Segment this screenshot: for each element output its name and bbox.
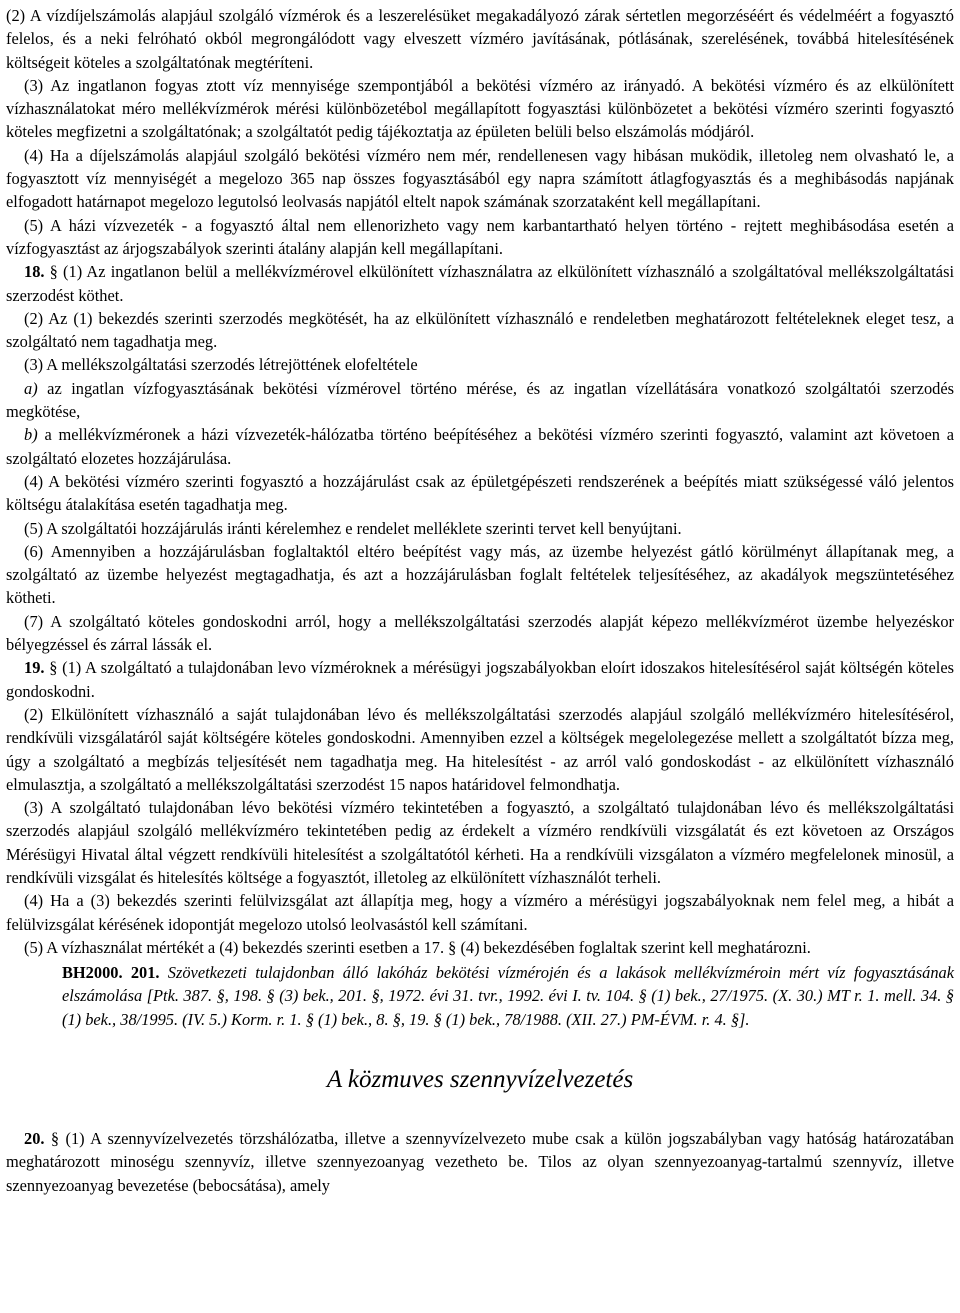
paragraph-text: § (1) Az ingatlanon belül a mellékvízmérovel elkülönített vízhasználatra az elkülönített vízhasználó a szolgáltatóval mellékszolgáltatási szerzodést köthet.: [6, 262, 955, 305]
paragraph-text: (5) A házi vízvezeték - a fogyasztó által nem ellenorizheto vagy nem karbantartható helyen történo - rejtett meghibásodása esetén a vízfogyasztást az árjogszabályok szerinti átalány alapján kell megállapítani.: [6, 215, 954, 258]
paragraph-text: (3) A szolgáltató tulajdonában lévo bekötési vízméro tekintetében a fogyasztó, a szolgáltató tulajdonában lévo és mellékszolgáltatási szerzodés alapjául szolgáló mellékvízméro tekintetében pedig az érdekelt a vízméro rendkívüli vizsgálatát és ezt követoen az Országos Mérésügyi Hivatal által végzett rendkívüli hitelesítést a szolgáltatótól kérheti. Ha a rendkívüli vizsgálaton a vízméro megfelelonek minosül, a rendkívüli vizsgálat és hitelesítés költsége a fogyasztót, illetoleg az elkülönített vízhasználót terheli.: [6, 798, 954, 887]
paragraph-p4: [6, 214, 954, 261]
paragraph-text: b): [24, 425, 38, 445]
paragraph-text: (7) A szolgáltató köteles gondoskodni arról, hogy a mellékszolgáltatási szerzodés alapját képezo mellékvízmérot üzembe helyezéskor bélyegzéssel és zárral lássák el.: [6, 611, 954, 655]
section-heading: A közmuves szennyvízelvezetés: [326, 1066, 634, 1094]
paragraph-text: (5) A szolgáltatói hozzájárulás iránti kérelemhez e rendelet melléklete szerinti tervet kell benyújtani.: [24, 518, 682, 538]
document-body-continued: [6, 1127, 954, 1197]
paragraph-p11: [6, 517, 954, 540]
paragraph-text: a): [24, 378, 38, 398]
paragraph-text: (6) Amennyiben a hozzájárulásban foglaltaktól eltéro beépítést vagy más, az üzembe helyezést gátló körülményt állapítanak meg, a szolgáltató az üzembe helyezést megtagadhatja, és azt a hozzájárulásban foglalt feltételek teljesítéséhez, az akadályok megszüntetéséhez kötheti.: [6, 541, 954, 608]
paragraph-p10: [6, 470, 954, 517]
paragraph-text: (2) A vízdíjelszámolás alapjául szolgáló vízmérok és a leszerelésüket megakadályozó zárak sértetlen megorzéséért és védelméért a fogyasztó felelos, és a neki felróható okból megrongálódott vagy elveszett vízméro javításának, pótlásának, szerelésének, továbbá hitelesítésének költségeit köteles a szolgáltatónak megtéríteni.: [6, 6, 954, 72]
paragraph-text: § (1) A szennyvízelvezetés törzshálózatba, illetve a szennyvízelvezeto mube csak a külön jogszabályban vagy hatóság határozatában meghatározott minoségu szennyvíz, illetve szennyezoanyag vezetheto be. Tilos az olyan szennyezoanyag-tartalmú szennyvíz, illetve szennyezoanyag bevezetése (bebocsátása), amely: [6, 1129, 954, 1195]
paragraph-p12: [6, 540, 954, 610]
paragraph-text: Szövetkezeti tulajdonban álló lakóház bekötési vízmérojén és a lakások mellékvízméroin mért víz fogyasztásának elszámolása [Ptk. 387. §, 198. § (3) bek., 201. §, 1972. évi 31. tvr., 1992. évi I. tv. 104. § (1) bek., 27/1975. (X. 30.) MT r. 1. mell. 34. § (1) bek., 38/1995. (IV. 5.) Korm. r. 1. § (1) bek., 8. §, 19. § (1) bek., 78/1988. (XII. 27.) PM-ÉVM. r. 4. §].: [62, 963, 954, 1029]
paragraph-text: § (1) A szolgáltató a tulajdonában levo vízméroknek a mérésügyi jogszabályokban eloírt idoszakos hitelesítésérol saját költségén köteles gondoskodni.: [6, 658, 955, 701]
paragraph-p15: [6, 703, 954, 796]
paragraph-p2: [6, 74, 954, 144]
section-number: 18.: [24, 262, 50, 282]
paragraph-p3: [6, 144, 954, 214]
paragraph-p1: [6, 4, 954, 74]
paragraph-text: (2) Elkülönített vízhasználó a saját tulajdonában lévo és mellékszolgáltatási szerzodés alapjául szolgáló mellékvízméro hitelesítésérol, rendkívüli vizsgálatáról saját költségére köteles gondoskodni. Amennyiben ezzel a költségek megelolegezése mellett a szolgáltatót bízza meg, úgy a szolgáltató a megbízás teljesítését nem tagadhatja meg. Ha hitelesítést - az arról való gondoskodást - az elkülönített vízhasználó elmulasztja, a szolgáltató a mellékszolgáltatási szerzodést 15 napos határidovel felmondhatja.: [6, 704, 954, 794]
paragraph-p6: [6, 307, 954, 354]
section-number: 19.: [24, 658, 50, 678]
paragraph-p16: [6, 796, 954, 889]
paragraph-text: az ingatlan vízfogyasztásának bekötési vízmérovel történo mérése, és az ingatlan vízellátására vonatkozó szolgáltatói szerzodés megkötése,: [6, 378, 954, 422]
paragraph-p17: [6, 889, 954, 936]
paragraph-text: a mellékvízméronek a házi vízvezeték-hálózatba történo beépítéséhez a bekötési vízméro szerinti fogyasztó, valamint azt követoen a szolgáltató elozetes hozzájárulása.: [6, 425, 954, 468]
paragraph-p9: [6, 423, 954, 470]
paragraph-p19: [6, 961, 954, 1031]
paragraph-text: (3) Az ingatlanon fogyas ztott víz mennyisége szempontjából a bekötési vízméro az irányadó. A bekötési vízméro és az elkülönített vízhasználatokat méro mellékvízmérok mérési különbözetébol megállapított fogyasztási különbözetet a bekötési vízméro szerinti fogyasztó köteles megfizetni a szolgáltatónak; a szolgáltatót pedig tájékoztatja az épületen belüli belso elszámolás módjáról.: [6, 75, 954, 142]
paragraph-text: (2) Az (1) bekezdés szerinti szerzodés megkötését, ha az elkülönített vízhasználó e rendeletben meghatározott feltételeknek eleget tesz, a szolgáltató nem tagadhatja meg.: [6, 308, 954, 352]
paragraph-text: (5) A vízhasználat mértékét a (4) bekezdés szerinti esetben a 17. § (4) bekezdésében foglaltak szerint kell meghatározni.: [24, 937, 811, 957]
paragraph-text: (4) Ha a (3) bekezdés szerinti felülvizsgálat azt állapítja meg, hogy a vízméro a mérésügyi jogszabályoknak nem felel meg, a hibát a felülvizsgálat kérésének idopontját megelozo utolsó leolvasástól kell számítani.: [6, 891, 954, 934]
paragraph-p13: [6, 610, 954, 657]
case-reference-label: BH2000. 201.: [62, 963, 168, 983]
paragraph-p20: [6, 1127, 954, 1197]
paragraph-p14: [6, 656, 954, 703]
paragraph-text: (4) Ha a díjelszámolás alapjául szolgáló bekötési vízméro nem mér, rendellenesen vagy hibásan muködik, illetoleg nem olvasható le, a fogyasztott víz mennyiségét a megelozo 365 nap összes fogyasztásából egy napra számított átlagfogyasztás és a meghibásodás napjának elfogadott határnapot megelozo legutolsó leolvasás napjától eltelt napok számának szorzataként kell megállapítani.: [6, 145, 954, 212]
document-body: [6, 4, 954, 1031]
paragraph-p18: [6, 936, 954, 959]
section-number: 20.: [24, 1129, 51, 1149]
paragraph-p5: [6, 260, 954, 307]
paragraph-p8: [6, 377, 954, 424]
paragraph-text: (4) A bekötési vízméro szerinti fogyasztó a hozzájárulást csak az épületgépészeti rendszerének a beépítés miatt szükségessé váló jelentos költségu átalakítása esetén tagadhatja meg.: [6, 471, 954, 515]
paragraph-text: (3) A mellékszolgáltatási szerzodés létrejöttének elofeltétele: [24, 355, 418, 375]
paragraph-p7: [6, 353, 954, 376]
